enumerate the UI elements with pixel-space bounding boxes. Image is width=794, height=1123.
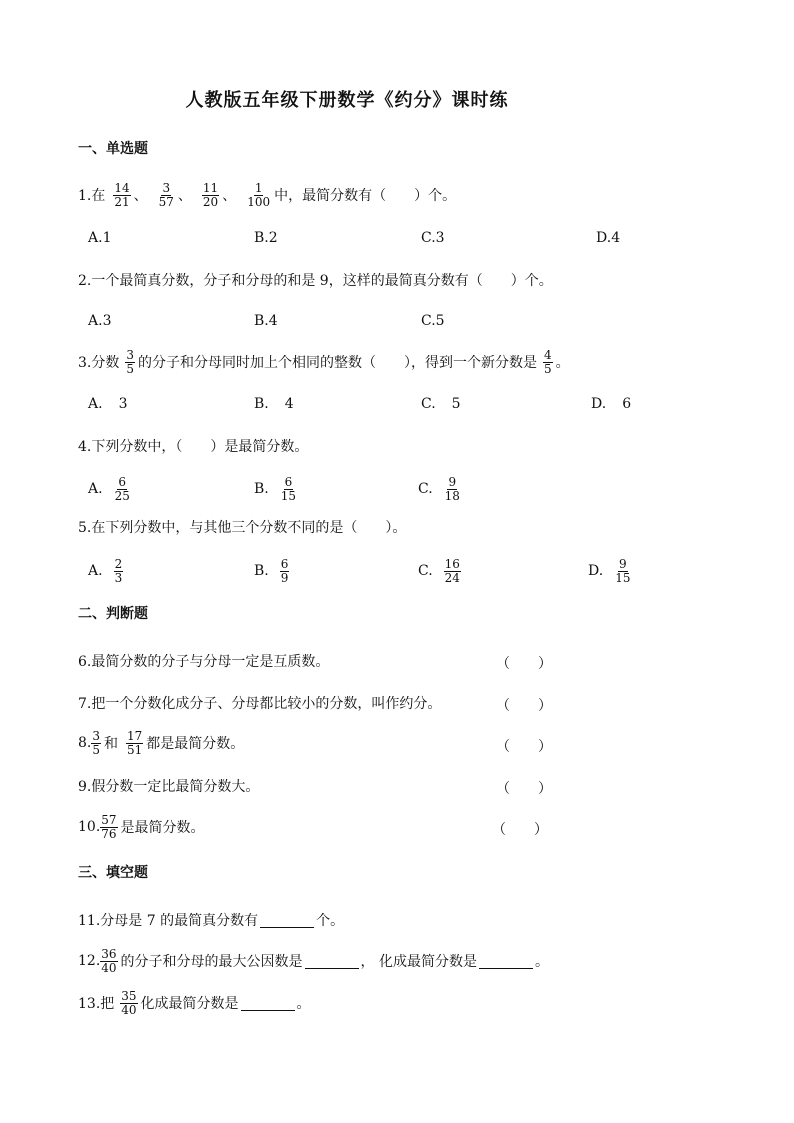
q6-text: 6.最简分数的分子与分母一定是互质数。 (78, 654, 330, 670)
q3-options (88, 391, 648, 417)
question-1 (78, 180, 456, 210)
q1-separator: 、 (133, 188, 148, 204)
page-title: 人教版五年级下册数学《约分》课时练 (185, 90, 509, 111)
q1-fraction-1: $\frac{14}{21}$ (114, 180, 130, 209)
q4-option-b[interactable]: B. $\frac{6}{15}$ (254, 474, 297, 503)
question-4 (78, 431, 308, 461)
q12-middle-2: ， 化成最简分数是 (360, 954, 477, 970)
q8-middle: 和 (104, 736, 118, 752)
q8-fraction-1: $\frac{3}{5}$ (92, 728, 100, 757)
q13-fraction: $\frac{35}{40}$ (121, 988, 137, 1017)
q2-option-c[interactable]: C. 5 (421, 313, 445, 329)
q5-text: 5.在下列分数中，与其他三个分数不同的是（ ）。 (78, 520, 407, 536)
q12-middle: 的分子和分母的最大公因数是 (120, 954, 303, 970)
q13-middle: 化成最简分数是 (140, 996, 239, 1012)
question-9 (78, 771, 259, 801)
q5-option-b[interactable]: B. $\frac{6}{9}$ (254, 556, 289, 585)
q9-text: 9.假分数一定比最简分数大。 (78, 779, 260, 795)
question-13 (78, 988, 311, 1018)
q10-prefix: 10. (78, 819, 101, 835)
q8-prefix: 8. (78, 735, 92, 751)
q3-option-c[interactable]: C. 5 (421, 396, 461, 412)
q1-separator: 、 (177, 188, 192, 204)
q4-option-c[interactable]: C. $\frac{9}{18}$ (418, 474, 460, 503)
q5-options (88, 556, 648, 586)
question-12 (78, 946, 549, 976)
question-8 (78, 728, 244, 758)
q1-fraction-2: $\frac{3}{57}$ (158, 180, 174, 209)
q1-option-a[interactable]: A. 1 (88, 230, 112, 246)
q12-suffix: 。 (535, 954, 549, 970)
q6-answer-parens[interactable]: （ ） (496, 656, 552, 672)
q5-option-d[interactable]: D. $\frac{9}{15}$ (588, 556, 631, 585)
q8-fraction-2: $\frac{17}{51}$ (127, 728, 143, 757)
question-7 (78, 688, 441, 718)
q9-answer-parens[interactable]: （ ） (496, 781, 552, 797)
q3-fraction-1: $\frac{3}{5}$ (126, 347, 134, 376)
q11-prefix: 11.分母是 7 的最简真分数有 (78, 913, 259, 929)
q13-answer-blank[interactable] (241, 996, 295, 1011)
section-heading-true-false: 二、判断题 (78, 606, 148, 622)
q10-suffix: 是最简分数。 (120, 820, 205, 836)
q1-suffix: 中，最简分数有（ ）个。 (274, 188, 457, 204)
q11-answer-blank[interactable] (260, 913, 314, 928)
q3-option-d[interactable]: D. 6 (591, 396, 632, 412)
q12-prefix: 12. (78, 953, 101, 969)
q7-text: 7.把一个分数化成分子、分母都比较小的分数，叫作约分。 (78, 696, 442, 712)
section-heading-fill-blank: 三、填空题 (78, 865, 148, 881)
q1-prefix: 1.在 (78, 188, 106, 204)
q1-option-c[interactable]: C. 3 (421, 230, 445, 246)
q8-answer-parens[interactable]: （ ） (496, 739, 552, 755)
q10-fraction: $\frac{57}{76}$ (101, 812, 117, 841)
q3-middle: 的分子和分母同时加上个相同的整数（ ），得到一个新分数是 (138, 355, 537, 371)
question-5 (78, 512, 406, 542)
section-heading-single-choice: 一、单选题 (78, 141, 148, 157)
q8-suffix: 都是最简分数。 (146, 736, 245, 752)
question-6 (78, 646, 329, 676)
q5-option-c[interactable]: C. $\frac{16}{24}$ (418, 556, 460, 585)
q2-option-b[interactable]: B. 4 (254, 313, 278, 329)
q3-option-b[interactable]: B. 4 (254, 396, 294, 412)
q11-suffix: 个。 (316, 913, 345, 929)
q1-fraction-3: $\frac{11}{20}$ (202, 180, 219, 209)
q12-answer-blank-1[interactable] (305, 954, 359, 969)
q3-prefix: 3.分数 (78, 355, 120, 371)
q12-fraction: $\frac{36}{40}$ (101, 946, 117, 975)
q7-answer-parens[interactable]: （ ） (496, 698, 552, 714)
q4-text: 4.下列分数中，（ ）是最简分数。 (78, 439, 309, 455)
q10-answer-parens[interactable]: （ ） (492, 822, 548, 838)
q13-prefix: 13.把 (78, 996, 115, 1012)
q1-options (88, 225, 648, 251)
q2-text: 2.一个最简真分数，分子和分母的和是 9，这样的最简真分数有（ ）个。 (78, 273, 553, 289)
q1-fraction-4: $\frac{1}{100}$ (247, 180, 271, 209)
q13-suffix: 。 (296, 996, 311, 1012)
question-10 (78, 812, 205, 842)
q4-option-a[interactable]: A. $\frac{6}{25}$ (88, 474, 130, 503)
question-11 (78, 905, 344, 935)
q5-option-a[interactable]: A. $\frac{2}{3}$ (88, 556, 123, 585)
q3-option-a[interactable]: A. 3 (88, 396, 128, 412)
q1-separator: 、 (222, 188, 237, 204)
q1-option-b[interactable]: B. 2 (254, 230, 278, 246)
question-2 (78, 265, 553, 295)
q1-option-d[interactable]: D. 4 (596, 230, 621, 246)
q4-options (88, 474, 648, 504)
q3-fraction-2: $\frac{4}{5}$ (544, 347, 552, 376)
q2-option-a[interactable]: A. 3 (88, 313, 112, 329)
question-3 (78, 347, 570, 377)
q2-options (88, 308, 648, 334)
q3-suffix: 。 (555, 355, 570, 371)
q12-answer-blank-2[interactable] (479, 954, 533, 969)
